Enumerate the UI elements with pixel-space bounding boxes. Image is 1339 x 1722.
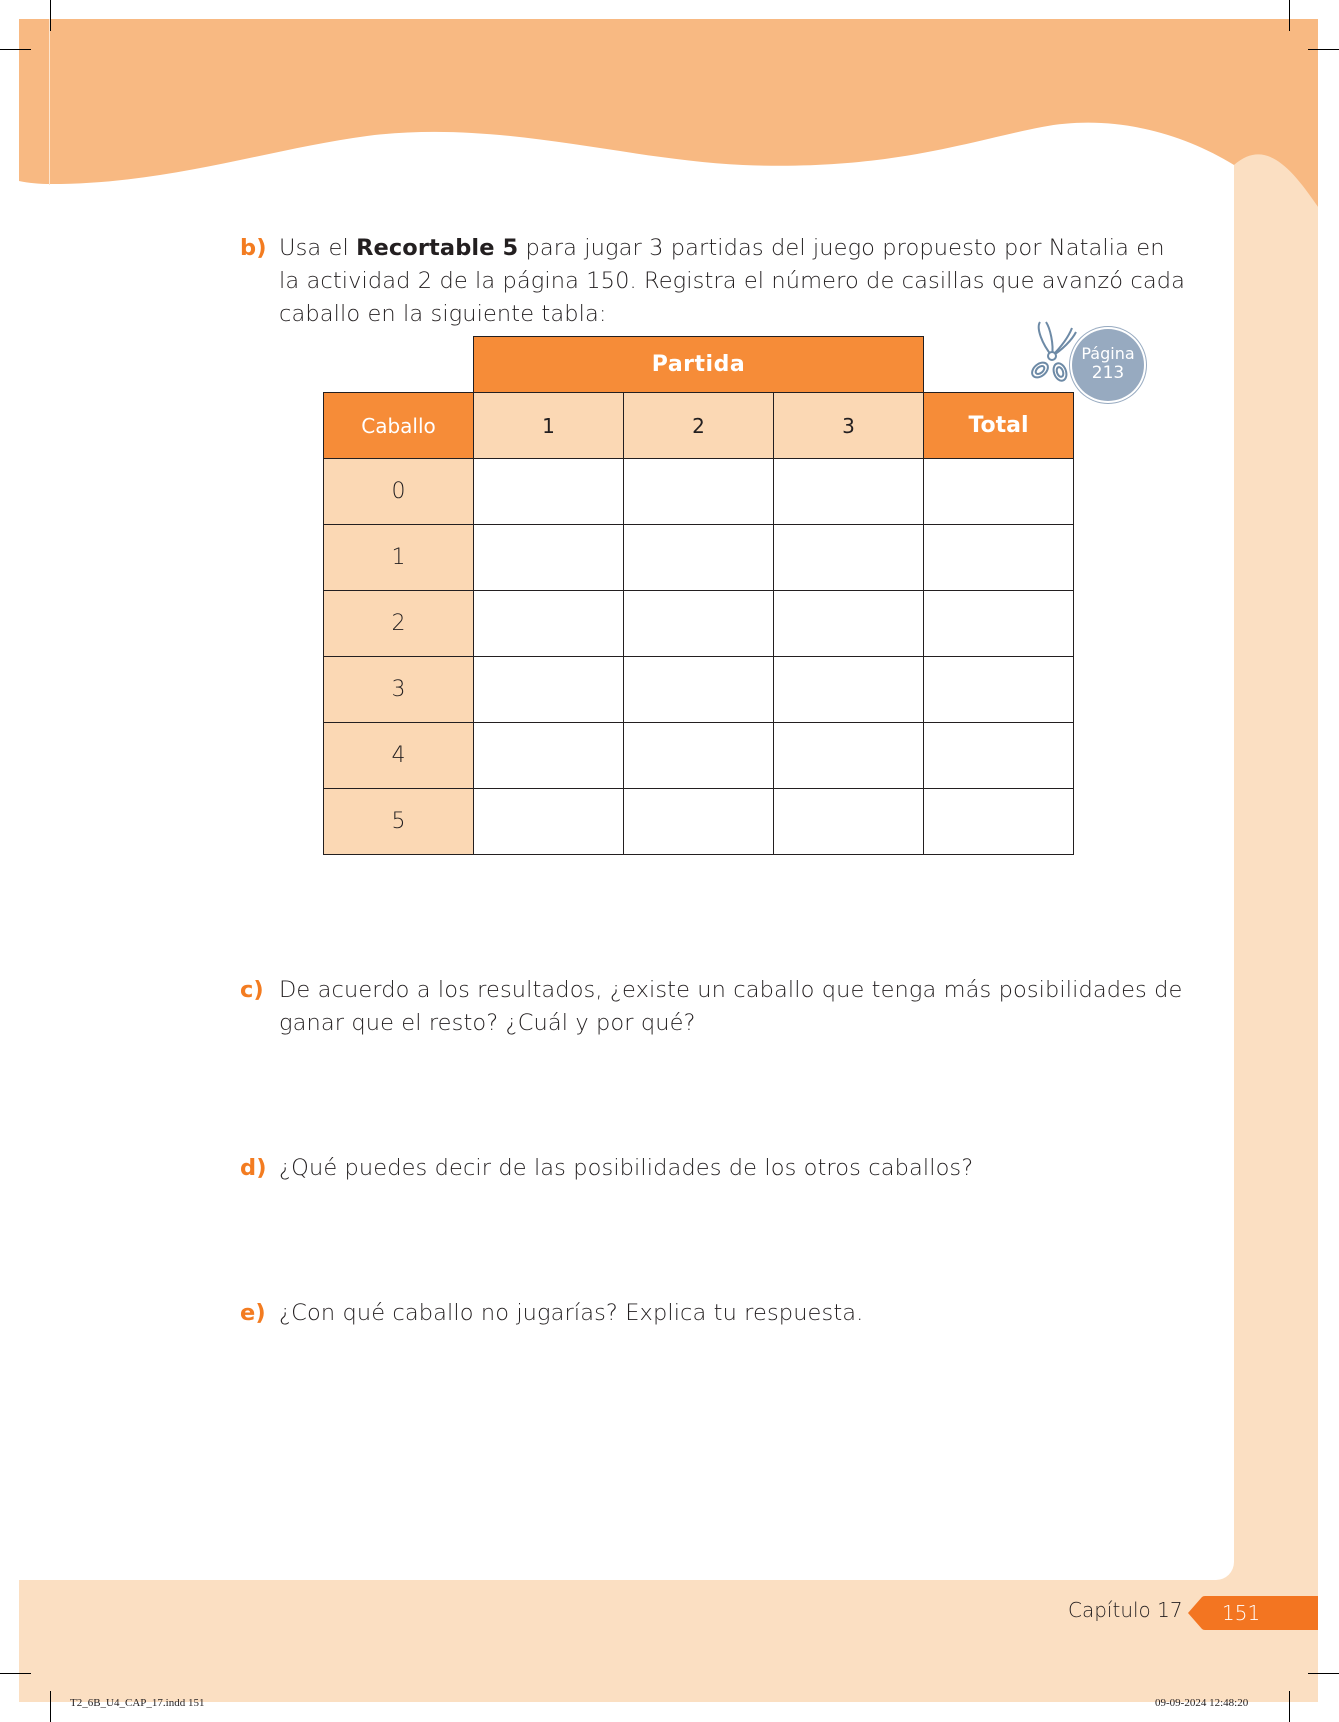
crop-mark — [0, 1673, 31, 1674]
column-header-partida-1: 1 — [474, 393, 624, 459]
row-label: 1 — [324, 525, 474, 591]
total-cell[interactable] — [924, 525, 1074, 591]
empty-corner — [324, 337, 474, 393]
text-line: la actividad 2 de la página 150. Registra el número de casillas que avanzó cada — [279, 268, 1185, 294]
answer-area-c[interactable] — [279, 1045, 1179, 1155]
answer-cell[interactable] — [774, 789, 924, 855]
column-header-total: Total — [924, 393, 1074, 459]
answer-cell[interactable] — [474, 723, 624, 789]
question-text — [279, 232, 1199, 331]
row-label: 3 — [324, 657, 474, 723]
answer-cell[interactable] — [474, 459, 624, 525]
answer-cell[interactable] — [624, 459, 774, 525]
page-number-tab — [1188, 1596, 1318, 1630]
total-cell[interactable] — [924, 459, 1074, 525]
column-header-partida-2: 2 — [624, 393, 774, 459]
answer-cell[interactable] — [474, 591, 624, 657]
text-line: ganar que el resto? ¿Cuál y por qué? — [279, 1010, 696, 1036]
answer-cell[interactable] — [474, 789, 624, 855]
table-row — [324, 723, 1074, 789]
answer-cell[interactable] — [774, 591, 924, 657]
question-label: d) — [240, 1155, 267, 1181]
row-label: 4 — [324, 723, 474, 789]
answer-cell[interactable] — [774, 723, 924, 789]
recortable-reference: Recortable 5 — [356, 235, 519, 261]
answer-cell[interactable] — [624, 525, 774, 591]
empty-corner — [924, 337, 1074, 393]
crop-mark — [1308, 1673, 1339, 1674]
question-d — [240, 1152, 1200, 1188]
question-c — [240, 974, 1200, 1044]
answer-cell[interactable] — [774, 657, 924, 723]
answer-cell[interactable] — [474, 657, 624, 723]
badge-page-number: 213 — [1091, 363, 1125, 383]
answer-area-d[interactable] — [279, 1190, 1179, 1290]
question-b — [240, 232, 1200, 332]
row-label: 2 — [324, 591, 474, 657]
recortable-page-badge — [1072, 329, 1144, 401]
header-wave — [19, 19, 1318, 219]
row-label: 5 — [324, 789, 474, 855]
column-header-partida-3: 3 — [774, 393, 924, 459]
question-text: ¿Con qué caballo no jugarías? Explica tu respuesta. — [279, 1300, 864, 1326]
answer-area-e[interactable] — [279, 1335, 1179, 1555]
table-row — [324, 591, 1074, 657]
answer-cell[interactable] — [474, 525, 624, 591]
group-header-partida: Partida — [474, 337, 924, 393]
question-label: b) — [240, 235, 267, 261]
badge-label: Página — [1081, 344, 1135, 363]
total-cell[interactable] — [924, 723, 1074, 789]
slug-filename: T2_6B_U4_CAP_17.indd 151 — [70, 1697, 205, 1709]
question-text: ¿Qué puedes decir de las posibilidades de los otros caballos? — [279, 1155, 974, 1181]
text-segment: Usa el — [279, 235, 357, 261]
question-text — [279, 974, 1199, 1040]
table-row — [324, 789, 1074, 855]
crop-mark — [50, 1691, 51, 1722]
table-row — [324, 459, 1074, 525]
answer-cell[interactable] — [624, 657, 774, 723]
total-cell[interactable] — [924, 657, 1074, 723]
table-header-row — [324, 393, 1074, 459]
chapter-label: Capítulo 17 — [1068, 1598, 1183, 1622]
column-header-caballo: Caballo — [324, 393, 474, 459]
table-group-header-row — [324, 337, 1074, 393]
bleed-line — [49, 19, 50, 185]
answer-cell[interactable] — [774, 459, 924, 525]
row-label: 0 — [324, 459, 474, 525]
question-label: e) — [240, 1300, 266, 1326]
crop-mark — [1289, 0, 1290, 31]
crop-mark — [1289, 1691, 1290, 1722]
table-row — [324, 657, 1074, 723]
text-segment: para jugar 3 partidas del juego propuesto por Natalia en — [518, 235, 1165, 261]
question-label: c) — [240, 977, 264, 1003]
results-table — [323, 336, 1074, 855]
slug-timestamp: 09-09-2024 12:48:20 — [1155, 1697, 1249, 1709]
page-number: 151 — [1222, 1601, 1261, 1625]
table-row — [324, 525, 1074, 591]
total-cell[interactable] — [924, 591, 1074, 657]
answer-cell[interactable] — [774, 525, 924, 591]
crop-mark — [50, 0, 51, 31]
text-line: caballo en la siguiente tabla: — [279, 301, 607, 327]
answer-cell[interactable] — [624, 789, 774, 855]
answer-cell[interactable] — [624, 723, 774, 789]
text-line: De acuerdo a los resultados, ¿existe un caballo que tenga más posibilidades de — [279, 977, 1183, 1003]
crop-mark — [1308, 49, 1339, 50]
total-cell[interactable] — [924, 789, 1074, 855]
crop-mark — [0, 49, 31, 50]
question-e — [240, 1297, 1200, 1333]
answer-cell[interactable] — [624, 591, 774, 657]
